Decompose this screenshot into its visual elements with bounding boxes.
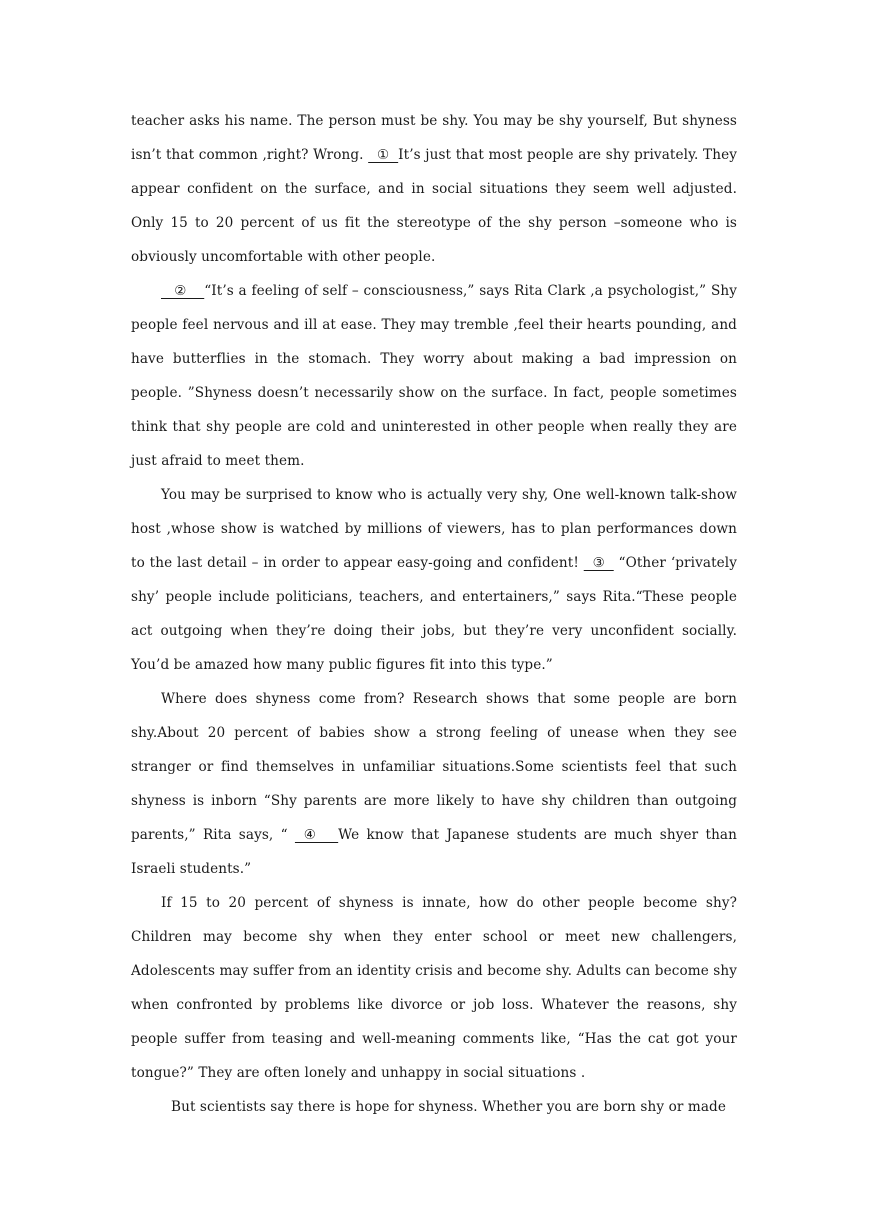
paragraph-text: You may be surprised to know who is actually very shy, One well-known talk-show host ,whose show is watched by millions of viewers, has to plan performances down to the last detail – in order to appear easy-going and confident! [131,487,737,571]
paragraph-5 [131,886,737,1090]
paragraph-1 [131,104,737,274]
paragraph-6 [131,1090,737,1124]
paragraph-4 [131,682,737,886]
blank-1: ① [368,147,399,163]
paragraph-2 [131,274,737,478]
paragraph-3 [131,478,737,682]
paragraph-text: “Other ‘privately shy’ people include politicians, teachers, and entertainers,” says Rita.“These people act outgoing when they’re doing their jobs, but they’re very unconfident socially. You’d be amazed how many public figures fit into this type.” [131,555,738,673]
blank-2: ② [161,283,205,299]
blank-4: ④ [294,827,339,843]
paragraph-text: teacher asks his name. The person must be shy. You may be shy yourself, But shyness isn’t that common ,right? Wrong. [131,113,737,163]
paragraph-text: Where does shyness come from? Research shows that some people are born shy.About 20 percent of babies show a strong feeling of unease when they see stranger or find themselves in unfamiliar situations.Some scientists feel that such shyness is inborn “Shy parents are more likely to have shy children than outgoing parents,” Rita says, “ [131,691,737,843]
paragraph-text: It’s just that most people are shy privately. They appear confident on the surface, and in social situations they seem well adjusted. Only 15 to 20 percent of us fit the stereotype of the shy person –someone who is obviously uncomfortable with other people. [131,147,738,265]
passage [131,104,737,1124]
paragraph-text: “It’s a feeling of self – consciousness,” says Rita Clark ,a psychologist,” Shy people feel nervous and ill at ease. They may tremble ,feel their hearts pounding, and have butterflies in the stomach. They worry about making a bad impression on people. ”Shyness doesn’t necessarily show on the surface. In fact, people sometimes think that shy people are cold and uninterested in other people when really they are just afraid to meet them. [131,283,737,469]
paragraph-text: If 15 to 20 percent of shyness is innate, how do other people become shy? Children may become shy when they enter school or meet new challengers, Adolescents may suffer from an identity crisis and become shy. Adults can become shy when confronted by problems like divorce or job loss. Whatever the reasons, shy people suffer from teasing and well-meaning comments like, “Has the cat got your tongue?” They are often lonely and unhappy in social situations . [131,895,737,1081]
blank-3: ③ [583,555,614,571]
paragraph-text: We know that Japanese students are much shyer than Israeli students.” [131,827,737,877]
paragraph-text: But scientists say there is hope for shyness. Whether you are born shy or made [171,1099,727,1115]
